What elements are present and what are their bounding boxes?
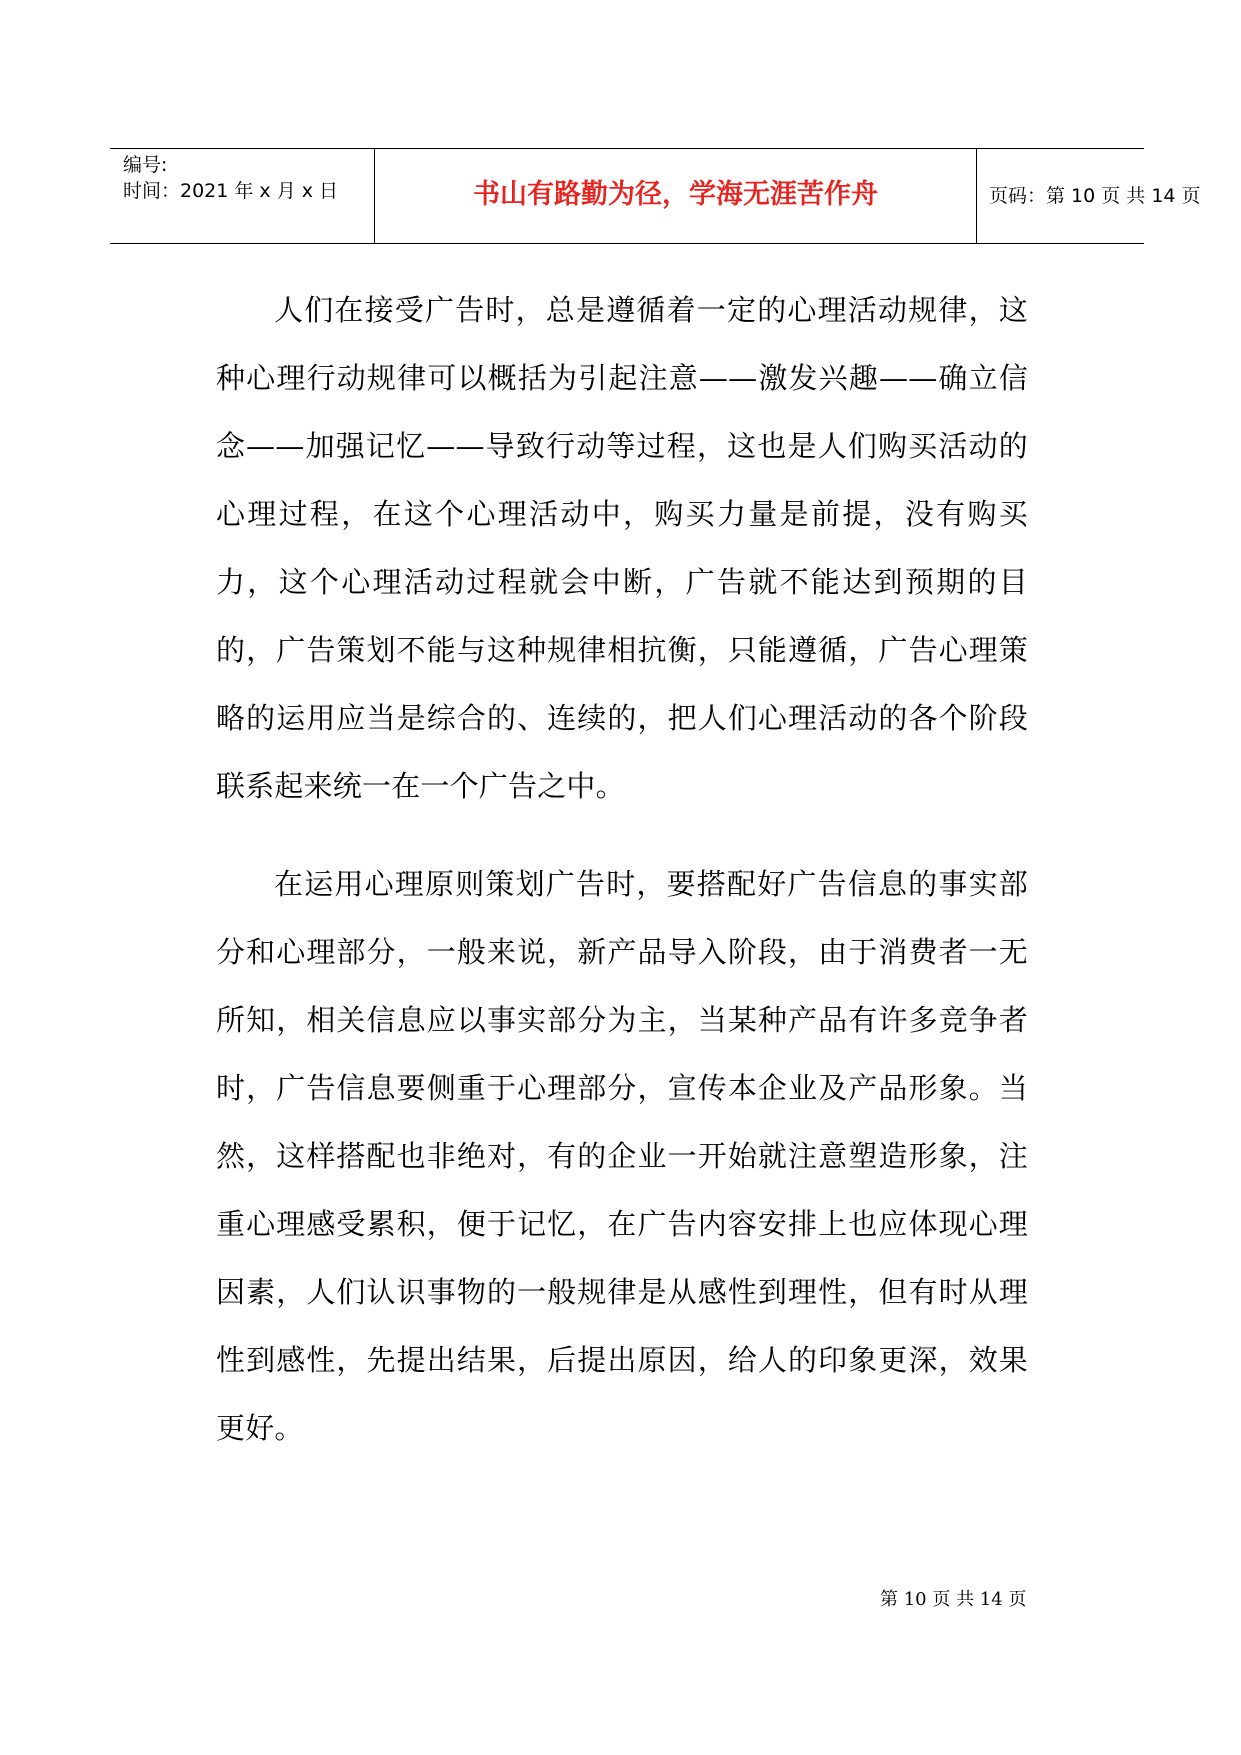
header-meta-cell (110, 149, 375, 243)
serial-number-label: 编号: (123, 154, 168, 176)
paragraph-2: 在运用心理原则策划广告时，要搭配好广告信息的事实部分和心理部分，一般来说，新产品导入阶段，由于消费者一无所知，相关信息应以事实部分为主，当某种产品有许多竞争者时，广告信息要侧重于心理部分，宣传本企业及产品形象。当然，这样搭配也非绝对，有的企业一开始就注意塑造形象，注重心理感受累积，便于记忆，在广告内容安排上也应体现心理因素，人们认识事物的一般规律是从感性到理性，但有时从理性到感性，先提出结果，后提出原因，给人的印象更深，效果更好。 (216, 867, 1028, 1445)
header-motto: 书山有路勤为径，学海无涯苦作舟 (473, 179, 878, 210)
header-page-cell (977, 149, 1201, 243)
time-label: 时间：2021 年 x 月 x 日 (123, 180, 339, 202)
paragraph-1: 人们在接受广告时，总是遵循着一定的心理活动规律，这种心理行动规律可以概括为引起注意——激发兴趣——确立信念——加强记忆——导致行动等过程，这也是人们购买活动的心理过程，在这个心理活动中，购买力量是前提，没有购买力，这个心理活动过程就会中断，广告就不能达到预期的目的，广告策划不能与这种规律相抗衡，只能遵循，广告心理策略的运用应当是综合的、连续的，把人们心理活动的各个阶段联系起来统一在一个广告之中。 (216, 293, 1028, 803)
header-motto-cell (375, 149, 977, 243)
header-page-info: 页码：第 10 页 共 14 页 (989, 185, 1201, 207)
page-header (110, 148, 1201, 244)
page-footer: 第 10 页 共 14 页 (880, 1589, 1027, 1610)
document-body (216, 276, 1028, 1462)
